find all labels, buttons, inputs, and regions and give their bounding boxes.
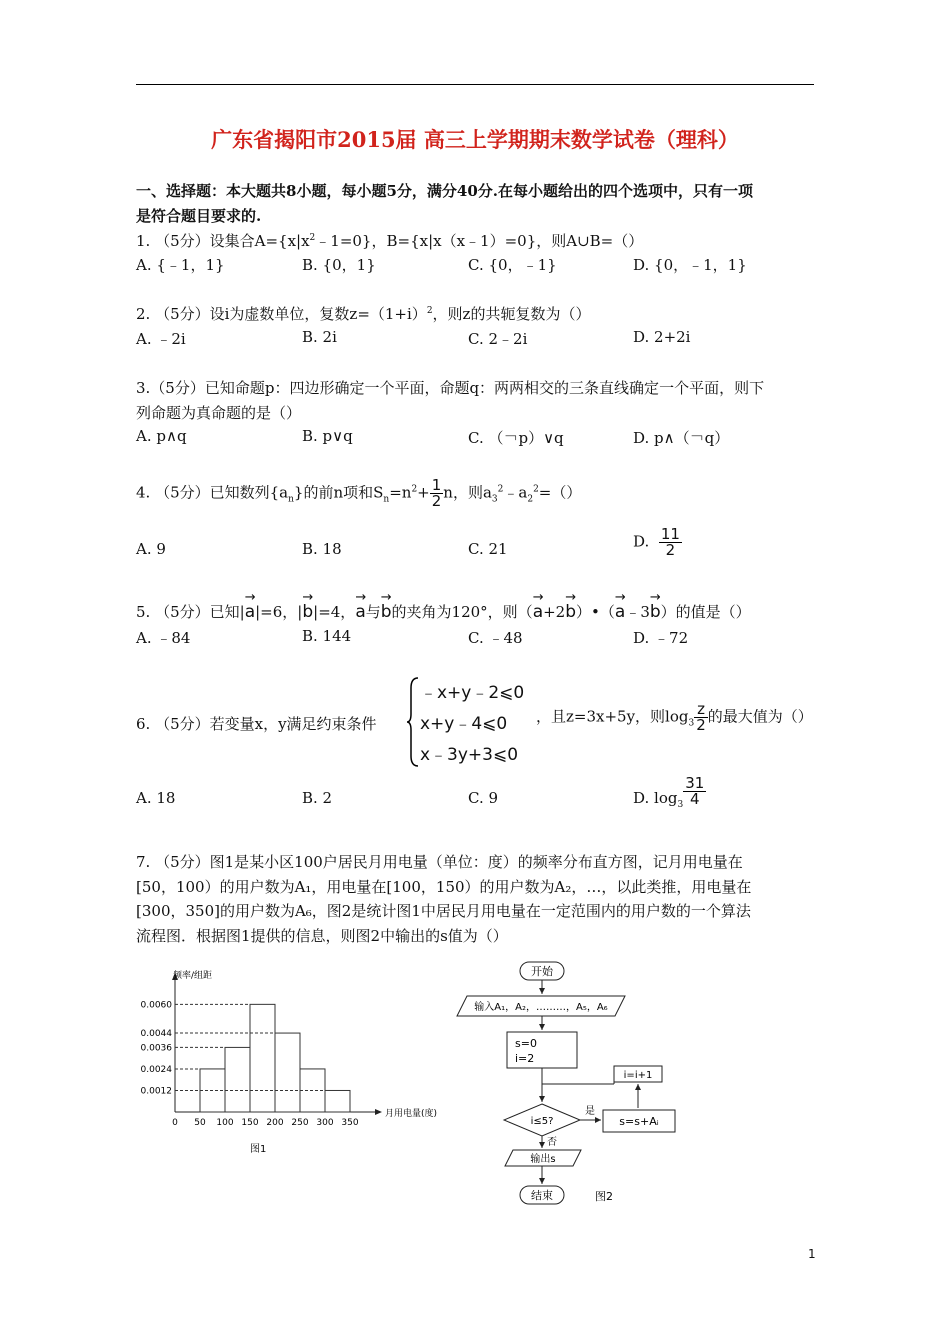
q1-option-b[interactable]: B. {0，1}: [302, 256, 376, 274]
histogram-bar: [275, 1033, 300, 1112]
x-axis-arrow: [375, 1109, 382, 1115]
question-3-line1: 3.（5分）已知命题p：四边形确定一个平面，命题q：两两相交的三条直线确定一个平面，则下: [136, 379, 765, 397]
question-2-stem: 2. （5分）设i为虚数单位，复数$z=(1+i)^2$，则z的共轭复数为（）: [136, 305, 591, 323]
q3-option-c[interactable]: C. （￢p）∨q: [468, 429, 564, 447]
constraint-2: x+y﹣4⩽0: [420, 714, 508, 734]
figure-1-caption: 图1: [250, 1144, 267, 1155]
flow-decision-label: i≤5?: [530, 1116, 554, 1127]
q3-option-b[interactable]: B. p∨q: [302, 427, 353, 445]
q4-option-b[interactable]: B. 18: [302, 540, 342, 558]
x-axis-label: 月用电量(度): [385, 1109, 438, 1119]
flow-start-label: 开始: [531, 965, 553, 978]
q1-option-a[interactable]: A. {﹣1，1}: [136, 256, 225, 274]
q2-option-c[interactable]: C. 2﹣2i: [468, 330, 528, 348]
flow-no-label: 否: [547, 1137, 557, 1148]
section-heading-line2: 是符合题目要求的.: [136, 207, 262, 225]
flow-accumulate-label: s=s+Aᵢ: [619, 1115, 659, 1128]
q1-option-d[interactable]: D. {0，﹣1，1}: [633, 256, 747, 274]
q6-option-a[interactable]: A. 18: [136, 789, 176, 807]
page-number: 1: [808, 1247, 816, 1261]
q4-option-c[interactable]: C. 21: [468, 540, 508, 558]
header-rule: [136, 84, 814, 85]
q3-option-d[interactable]: D. p∧（￢q）: [633, 429, 730, 447]
q4-option-d[interactable]: D. $\frac{11}{2}$: [633, 525, 680, 559]
y-tick-label: 0.0024: [140, 1064, 172, 1075]
q4-option-a[interactable]: A. 9: [136, 540, 166, 558]
x-tick-label: 100: [216, 1118, 234, 1128]
flow-init-s: s=0: [515, 1037, 537, 1050]
question-7-line3: [300，350]的用户数为A₆，图2是统计图1中居民月用电量在一定范围内的用户数的一个算法: [136, 902, 751, 920]
x-tick-label: 150: [241, 1118, 259, 1128]
constraint-brace: [406, 676, 420, 768]
q2-option-b[interactable]: B. 2i: [302, 328, 337, 346]
x-tick-label: 300: [316, 1118, 334, 1128]
y-tick-label: 0.0044: [140, 1029, 172, 1040]
histogram-bar: [250, 1004, 275, 1112]
q4-fraction: $\frac{1}{2}$: [431, 476, 442, 510]
x-tick-label: 50: [194, 1118, 206, 1128]
flow-caption: 图2: [595, 1190, 613, 1203]
q1-option-c[interactable]: C. {0，﹣1}: [468, 256, 557, 274]
q5-option-c[interactable]: C. ﹣48: [468, 629, 523, 647]
q5-option-d[interactable]: D. ﹣72: [633, 629, 689, 647]
page-title: 广东省揭阳市2015届 高三上学期期末数学试卷（理科）: [211, 127, 739, 152]
question-1-stem: 1. （5分）设集合$A=\{x|x^2﹣1=0\}$，B={x|x（x﹣1）=0}，则A∪B=（）: [136, 232, 644, 250]
flow-yes-label: 是: [585, 1106, 595, 1117]
vector-a: → a: [245, 596, 255, 622]
q2-option-a[interactable]: A. ﹣2i: [136, 330, 186, 348]
y-tick-label: 0.0060: [140, 1000, 172, 1011]
x-tick-label: 250: [291, 1118, 309, 1128]
q6-option-c[interactable]: C. 9: [468, 789, 499, 807]
constraint-3: x﹣3y+3⩽0: [420, 745, 519, 765]
vector-b: → b: [302, 596, 313, 622]
flow-increment-label: i=i+1: [623, 1070, 653, 1081]
y-tick-label: 0.0036: [140, 1043, 172, 1054]
q5-option-b[interactable]: B. 144: [302, 627, 352, 645]
flowchart-figure-2: [455, 958, 680, 1218]
flow-init-i: i=2: [515, 1052, 535, 1065]
histogram-bar: [225, 1047, 250, 1112]
question-6-stem-pre: 6. （5分）若变量x，y满足约束条件: [136, 715, 377, 733]
q6-option-b[interactable]: B. 2: [302, 789, 333, 807]
question-4-stem: 4. （5分）已知数列$\{a_n\}$的前n项和$S_n=n^2+$ $\frac{1}{2}$ n，则$a_3^2﹣a_2^2=()$: [136, 476, 582, 510]
histogram-figure-1: [125, 970, 438, 1170]
x-tick-label: 0: [172, 1118, 178, 1128]
section-heading-line1: 一、选择题：本大题共8小题，每小题5分，满分40分.在每小题给出的四个选项中，只有一项: [136, 182, 753, 200]
flow-input-label: 输入A₁，A₂，………，A₅，A₆: [474, 1002, 608, 1013]
question-7-line2: [50，100）的用户数为A₁，用电量在[100，150）的用户数为A₂，…，以此类推，用电量在: [136, 878, 752, 896]
x-tick-label: 200: [266, 1118, 284, 1128]
flow-output-label: 输出s: [530, 1154, 556, 1165]
question-3-line2: 列命题为真命题的是（）: [136, 404, 302, 422]
x-tick-label: 350: [341, 1118, 359, 1128]
question-6-stem-post: ，且z=3x+5y，则$\log_3$ $\frac{z}{2}$ 的最大值为（）: [536, 700, 813, 734]
flow-end-label: 结束: [531, 1189, 553, 1202]
q3-option-a[interactable]: A. p∧q: [136, 427, 187, 445]
question-5-stem: 5. （5分）已知|→ a|=6，|→ b|=4，→ a与→ b的夹角为120°，则（→ a+2→ b）•（→ a﹣3→ b）的值是（）: [136, 596, 751, 622]
histogram-bar: [325, 1090, 350, 1112]
y-tick-label: 0.0012: [140, 1086, 172, 1097]
y-axis-label: 频率/组距: [173, 971, 213, 981]
q6-option-d[interactable]: D. $\log_3$ $\frac{31}{4}$: [633, 774, 705, 810]
q5-option-a[interactable]: A. ﹣84: [136, 629, 191, 647]
question-7-line4: 流程图．根据图1提供的信息，则图2中输出的s值为（）: [136, 927, 508, 945]
constraint-1: ﹣x+y﹣2⩽0: [420, 683, 525, 703]
question-7-line1: 7. （5分）图1是某小区100户居民月用电量（单位：度）的频率分布直方图，记月用电量在: [136, 853, 743, 871]
q2-option-d[interactable]: D. 2+2i: [633, 328, 691, 346]
